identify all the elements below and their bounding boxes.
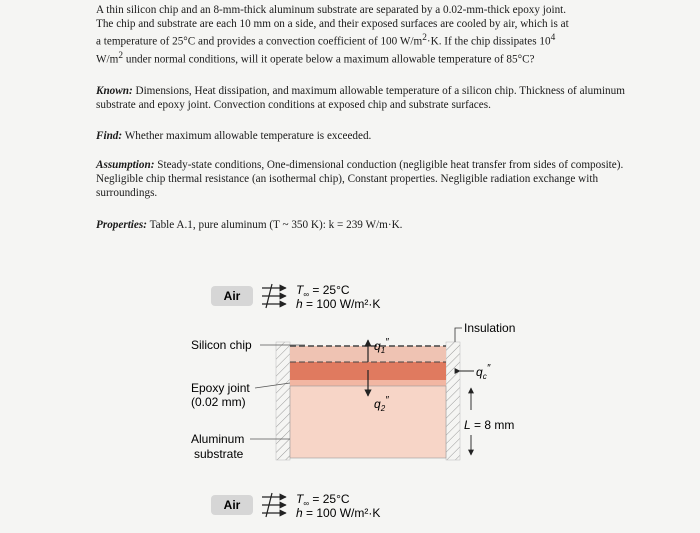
t-symbol: T [296, 283, 304, 297]
h-value: = 100 W/m²·K [302, 297, 381, 311]
assumption-section [96, 158, 626, 201]
q1-symbol: q [374, 339, 381, 353]
convection-coef-bottom [296, 506, 380, 520]
find-text: Whether maximum allowable temperature is exceeded. [122, 130, 372, 142]
composite-wall-diagram [0, 270, 700, 533]
q2-symbol: q [374, 397, 381, 411]
h-symbol: h [296, 506, 303, 520]
problem-line-1: A thin silicon chip and an 8-mm-thick aluminum substrate are separated by a 0.02-mm-thick epoxy joint. [96, 4, 567, 16]
epoxy-joint-label: Epoxy joint [191, 381, 250, 395]
properties-label: Properties: [96, 219, 147, 231]
temp-value: = 25°C [309, 492, 350, 506]
aluminum-label: Aluminum [191, 432, 245, 446]
problem-line-4a: W/m [96, 54, 119, 67]
inf-subscript: ∞ [303, 499, 310, 508]
insulation-right [446, 342, 460, 460]
air-top-label: Air [223, 289, 241, 303]
insulation-leader [455, 328, 462, 342]
properties-section [96, 218, 626, 232]
known-section [96, 84, 626, 112]
silicon-chip-label: Silicon chip [191, 338, 252, 352]
temp-value: = 25°C [309, 283, 350, 297]
insulation-label: Insulation [464, 321, 516, 335]
qc-label [476, 363, 491, 381]
length-symbol: L [464, 418, 471, 432]
problem-line-3a: a temperature of 25°C and provides a convection coefficient of 100 W/m [96, 36, 423, 49]
qc-prime: ″ [486, 363, 491, 374]
superscript: 4 [550, 33, 556, 44]
length-value: = 8 mm [470, 418, 515, 432]
q1-subscript: 1 [380, 346, 386, 355]
known-label: Known: [96, 85, 133, 97]
assumption-text: Steady-state conditions, One-dimensional conduction (negligible heat transfer from sides of composite). Negligible chip thermal resistance (an isothermal chip), Constant properties. Negligible radiation exchange with surroundings. [96, 159, 624, 200]
insulation-left [276, 342, 290, 460]
properties-text: Table A.1, pure aluminum (T ~ 350 K): k = 239 W/m·K. [146, 219, 403, 231]
problem-line-4b: under normal conditions, will it operate below a maximum allowable temperature of 85°C? [123, 54, 535, 67]
h-value: = 100 W/m²·K [302, 506, 381, 520]
inf-subscript: ∞ [303, 290, 310, 299]
substrate-label: substrate [194, 447, 244, 461]
q2-subscript: 2 [380, 404, 386, 413]
air-bottom-label: Air [223, 498, 241, 512]
assumption-label: Assumption: [96, 159, 155, 171]
air-flow-arrows-bottom [262, 493, 286, 517]
problem-line-3b: ·K. If the chip dissipates 10 [426, 36, 551, 49]
superscript: 2 [422, 33, 427, 44]
t-symbol: T [296, 492, 304, 506]
known-text: Dimensions, Heat dissipation, and maximum allowable temperature of a silicon chip. Thickness of aluminum substrate and epoxy joint. Convection conditions at exposed chip and substrate surfaces. [96, 85, 625, 112]
air-flow-arrows-top [262, 284, 286, 308]
problem-statement [96, 3, 631, 67]
superscript: 2 [118, 51, 124, 62]
find-label: Find: [96, 130, 123, 142]
qc-symbol: q [476, 365, 483, 379]
find-section [96, 129, 626, 143]
epoxy-thickness-label: (0.02 mm) [191, 395, 246, 409]
problem-line-2: The chip and substrate are each 10 mm on a side, and their exposed surfaces are cooled by air, which is at [96, 18, 569, 31]
aluminum-substrate-layer [290, 386, 446, 458]
length-label [464, 418, 514, 432]
qc-subscript: c [482, 372, 487, 381]
convection-coef-top [296, 297, 380, 311]
q1-prime: ″ [385, 337, 389, 348]
h-symbol: h [296, 297, 303, 311]
q2-prime: ″ [385, 395, 389, 406]
